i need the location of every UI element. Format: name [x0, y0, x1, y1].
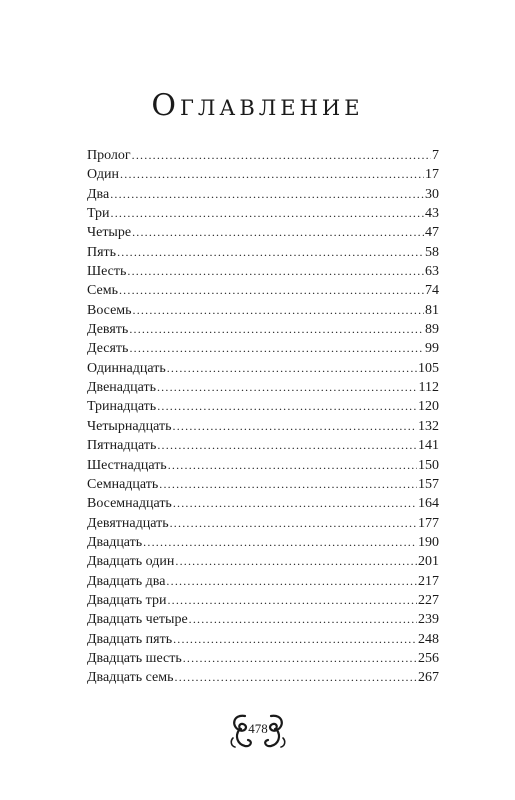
toc-dot-leader — [175, 552, 417, 571]
toc-entry-page: 132 — [418, 418, 439, 434]
toc-entry — [87, 494, 439, 513]
toc-entry-page: 267 — [418, 670, 439, 686]
toc-entry-page: 157 — [418, 476, 439, 492]
toc-dot-leader — [167, 359, 417, 378]
toc-entry-label: Двадцать два — [87, 573, 166, 589]
toc-dot-leader — [183, 649, 417, 668]
toc-entry — [87, 610, 439, 629]
toc-entry — [87, 185, 439, 204]
toc-entry-label: Восемь — [87, 302, 132, 318]
toc-entry-label: Восемнадцать — [87, 496, 172, 512]
toc-entry-page: 177 — [418, 515, 439, 531]
toc-entry — [87, 591, 439, 610]
toc-entry — [87, 397, 439, 416]
toc-dot-leader — [166, 572, 417, 591]
toc-dot-leader — [173, 494, 417, 513]
toc-dot-leader — [173, 417, 417, 436]
toc-entry — [87, 359, 439, 378]
toc-entry-label: Двадцать пять — [87, 631, 173, 647]
toc-dot-leader — [157, 378, 418, 397]
toc-dot-leader — [168, 456, 417, 475]
folio — [227, 708, 289, 752]
toc-entry-label: Два — [87, 186, 110, 202]
toc-dot-leader — [110, 185, 424, 204]
toc-dot-leader — [132, 146, 431, 165]
toc-dot-leader — [133, 301, 424, 320]
toc-entry-label: Шесть — [87, 264, 127, 280]
toc-entry-page: 201 — [418, 554, 439, 570]
toc-entry-page: 81 — [425, 302, 439, 318]
toc-dot-leader — [117, 243, 424, 262]
toc-dot-leader — [189, 610, 417, 629]
toc-entry — [87, 165, 439, 184]
toc-entry-page: 58 — [425, 244, 439, 260]
page-title: Оглавление — [151, 88, 364, 123]
toc-entry — [87, 475, 439, 494]
toc-entry-label: Двенадцать — [87, 380, 156, 396]
toc-entry-label: Пять — [87, 244, 117, 260]
toc-entry — [87, 552, 439, 571]
table-of-contents — [87, 146, 439, 688]
toc-dot-leader — [167, 591, 417, 610]
toc-entry — [87, 146, 439, 165]
toc-entry-page: 248 — [418, 631, 439, 647]
toc-entry-page: 89 — [425, 322, 439, 338]
toc-entry-page: 47 — [425, 225, 439, 241]
toc-entry — [87, 456, 439, 475]
toc-entry-label: Двадцать семь — [87, 670, 174, 686]
toc-entry-page: 141 — [418, 438, 439, 454]
toc-entry — [87, 281, 439, 300]
toc-dot-leader — [111, 204, 424, 223]
toc-entry-page: 227 — [418, 592, 439, 608]
toc-entry — [87, 668, 439, 687]
toc-entry-label: Двадцать — [87, 534, 143, 550]
toc-entry-label: Шестнадцать — [87, 457, 167, 473]
toc-entry-label: Семнадцать — [87, 476, 159, 492]
page-number: 478 — [248, 721, 268, 736]
toc-entry-page: 256 — [418, 650, 439, 666]
toc-dot-leader — [119, 281, 424, 300]
toc-entry-page: 105 — [418, 360, 439, 376]
toc-entry-label: Десять — [87, 341, 129, 357]
toc-entry-label: Девятнадцать — [87, 515, 169, 531]
toc-entry — [87, 533, 439, 552]
toc-dot-leader — [157, 397, 417, 416]
toc-entry-label: Двадцать один — [87, 554, 175, 570]
toc-dot-leader — [175, 668, 417, 687]
toc-entry-label: Пятнадцать — [87, 438, 157, 454]
toc-entry-label: Пролог — [87, 148, 131, 163]
toc-entry-label: Двадцать четыре — [87, 612, 188, 628]
toc-entry — [87, 630, 439, 649]
toc-entry-page: 164 — [418, 496, 439, 512]
toc-dot-leader — [157, 436, 417, 455]
toc-dot-leader — [129, 320, 424, 339]
toc-entry-label: Четыре — [87, 225, 132, 241]
toc-entry-label: Один — [87, 167, 120, 183]
toc-entry-page: 7 — [432, 148, 439, 163]
toc-entry-label: Одиннадцать — [87, 360, 166, 376]
toc-entry-page: 120 — [418, 399, 439, 415]
toc-entry-label: Двадцать три — [87, 592, 167, 608]
toc-entry-label: Три — [87, 206, 110, 222]
toc-entry-page: 190 — [418, 534, 439, 550]
toc-entry-page: 30 — [425, 186, 439, 202]
toc-dot-leader — [159, 475, 417, 494]
toc-entry-page: 239 — [418, 612, 439, 628]
toc-entry-label: Двадцать шесть — [87, 650, 182, 666]
toc-entry — [87, 320, 439, 339]
toc-entry — [87, 243, 439, 262]
toc-dot-leader — [127, 262, 424, 281]
toc-entry — [87, 262, 439, 281]
toc-dot-leader — [173, 630, 417, 649]
toc-entry-label: Семь — [87, 283, 118, 299]
toc-entry-page: 43 — [425, 206, 439, 222]
toc-entry-label: Четырнадцать — [87, 418, 172, 434]
toc-entry — [87, 436, 439, 455]
toc-entry-page: 99 — [425, 341, 439, 357]
toc-entry-page: 150 — [418, 457, 439, 473]
toc-entry-page: 63 — [425, 264, 439, 280]
toc-entry-page: 217 — [418, 573, 439, 589]
toc-entry — [87, 223, 439, 242]
toc-entry — [87, 572, 439, 591]
toc-entry — [87, 204, 439, 223]
toc-entry-label: Девять — [87, 322, 129, 338]
toc-entry — [87, 514, 439, 533]
toc-dot-leader — [120, 165, 424, 184]
toc-entry-page: 112 — [418, 380, 439, 396]
toc-entry — [87, 339, 439, 358]
toc-entry-page: 74 — [425, 283, 439, 299]
toc-entry — [87, 417, 439, 436]
toc-entry — [87, 301, 439, 320]
toc-entry — [87, 378, 439, 397]
toc-dot-leader — [143, 533, 417, 552]
toc-dot-leader — [170, 514, 417, 533]
toc-dot-leader — [132, 223, 424, 242]
toc-dot-leader — [129, 339, 424, 358]
toc-entry-page: 17 — [425, 167, 439, 183]
toc-entry — [87, 649, 439, 668]
toc-entry-label: Тринадцать — [87, 399, 157, 415]
